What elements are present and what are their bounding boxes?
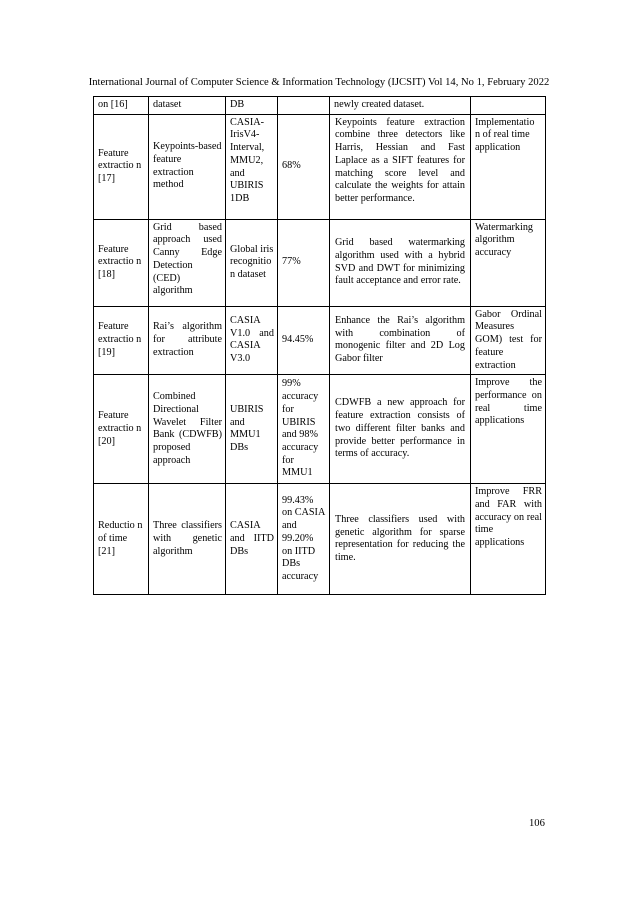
table-row-partial <box>94 97 546 115</box>
table-cell: CASIA V1.0 and CASIA V3.0 <box>226 306 278 375</box>
table-cell: Feature extractio n [19] <box>94 306 149 375</box>
table-cell: 68% <box>278 114 330 219</box>
table-cell: Reductio n of time [21] <box>94 484 149 595</box>
table-cell: CDWFB a new approach for feature extraction consists of two different filter banks and provide better performance in terms of accuracy. <box>330 375 471 484</box>
table-cell: 94.45% <box>278 306 330 375</box>
table-cell: Implementatio n of real time application <box>471 114 546 219</box>
table-cell: Keypoints feature extraction combine three detectors like Harris, Hessian and Fast Laplace as a SIFT features for matching score level and calculate the weights for attain better performance. <box>330 114 471 219</box>
table-cell: Feature extractio n [18] <box>94 219 149 306</box>
table-cell: Gabor Ordinal Measures GOM) test for feature extraction <box>471 306 546 375</box>
table-cell: Combined Directional Wavelet Filter Bank (CDWFB) proposed approach <box>149 375 226 484</box>
table-row <box>94 219 546 306</box>
table-cell: Feature extractio n [17] <box>94 114 149 219</box>
table-cell: Improve FRR and FAR with accuracy on real time applications <box>471 484 546 595</box>
table-cell: dataset <box>149 97 226 115</box>
table-cell: Three classifiers with genetic algorithm <box>149 484 226 595</box>
table-row <box>94 375 546 484</box>
table-row <box>94 306 546 375</box>
page-number: 106 <box>529 818 545 829</box>
table-cell <box>278 97 330 115</box>
running-header: International Journal of Computer Science & Information Technology (IJCSIT) Vol 14, No 1, February 2022 <box>88 77 550 88</box>
table-cell: CASIA-IrisV4-Interval, MMU2, and UBIRIS 1DB <box>226 114 278 219</box>
table-cell: Rai’s algorithm for attribute extraction <box>149 306 226 375</box>
table-cell: newly created dataset. <box>330 97 471 115</box>
table-cell: 99% accuracy for UBIRIS and 98% accuracy for MMU1 <box>278 375 330 484</box>
table-cell <box>471 97 546 115</box>
table-cell: DB <box>226 97 278 115</box>
table-cell: Feature extractio n [20] <box>94 375 149 484</box>
table-cell: Keypoints-based feature extraction method <box>149 114 226 219</box>
literature-table <box>93 96 546 595</box>
table-cell: Grid based watermarking algorithm used with a hybrid SVD and DWT for minimizing fault acceptance and error rate. <box>330 219 471 306</box>
table-cell: on [16] <box>94 97 149 115</box>
table-cell: CASIA and IITD DBs <box>226 484 278 595</box>
table-cell: Grid based approach used Canny Edge Detection (CED) algorithm <box>149 219 226 306</box>
table-cell: Enhance the Rai’s algorithm with combination of monogenic filter and 2D Log Gabor filter <box>330 306 471 375</box>
table-row <box>94 484 546 595</box>
table-row <box>94 114 546 219</box>
table-cell: Watermarking algorithm accuracy <box>471 219 546 306</box>
table-cell: Global iris recognitio n dataset <box>226 219 278 306</box>
table-cell: UBIRIS and MMU1 DBs <box>226 375 278 484</box>
table-cell: Improve the performance on real time applications <box>471 375 546 484</box>
table-cell: 77% <box>278 219 330 306</box>
table-cell: 99.43% on CASIA and 99.20% on IITD DBs accuracy <box>278 484 330 595</box>
table-cell: Three classifiers used with genetic algorithm for sparse representation for reducing the time. <box>330 484 471 595</box>
